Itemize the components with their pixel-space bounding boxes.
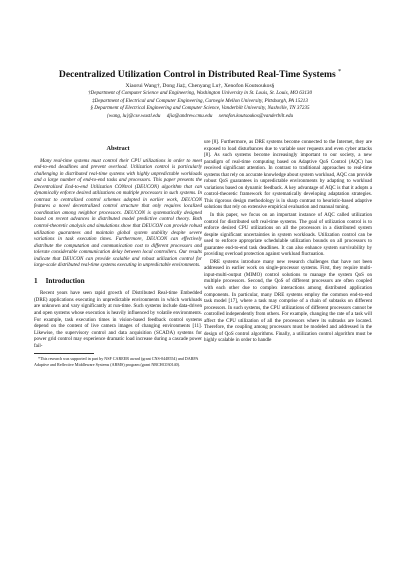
paper-title-text: Decentralized Utilization Control in Distributed Real-Time Systems bbox=[58, 69, 336, 81]
abstract-heading: Abstract bbox=[106, 145, 130, 152]
left-column bbox=[34, 139, 202, 367]
footnote-divider bbox=[34, 353, 94, 354]
title-footnote-mark: * bbox=[338, 69, 342, 75]
author-emails: {wang, lu}@cse.wustl.edu djia@andrew.cmu.edu xenofon.koutsoukos@vanderbilt.edu bbox=[106, 112, 294, 119]
section-number: 1 bbox=[34, 276, 38, 285]
body-paragraph-3: DRE systems introduce many new research challenges that have not been addressed in earlier work on single-processor systems. First, they require multi-input-multi-output (MIMO) control solutions to manage the system QoS on multiple processors. Second, the QoS of different processors are often coupled with each other due to complex interactions among distributed application components. In particular, many DRE systems employ the common end-to-end task model [17], where a task may comprise of a chain of subtasks on different processors. In such systems, the CPU utilizations of different processors cannot be controlled independently from others. For example, changing the rate of a task will affect the CPU utilization of all the processors where its subtasks are located. Therefore, the coupling among processors must be modeled and addressed in the design of QoS control algorithms. Finally, a utilization control algorithm must be highly scalable in order to handle bbox=[204, 258, 372, 344]
paper-title bbox=[20, 66, 380, 81]
section-heading-introduction bbox=[34, 278, 202, 285]
intro-paragraph-1: Recent years have seen rapid growth of Distributed Real-time Embedded (DRE) applications executing in unpredictable environments in which workloads are unknown and vary significantly at run-time. Such systems include data-driven and open systems whose execution is heavily influenced by volatile environments. For example, task execution times in vision-based feedback control systems depend on the content of live camera images of changing environments [11]. Likewise, the supervisory control and data acquisition (SCADA) systems for power grid control may experience dramatic load increase during a cascade power fail- bbox=[34, 290, 202, 349]
author-names: Xiaorui Wang†, Dong Jia‡, Chenyang Lu†, Xenofon Koutsoukos§ bbox=[125, 83, 275, 89]
abstract-text: Many real-time systems must control their CPU utilizations in order to meet end-to-end deadlines and prevent overload. Utilization control is particularly challenging in distributed real-time systems with highly unpredictable workloads and a large number of end-to-end tasks and processors. This paper presents the Decentralized End-to-end Utilization CONtrol (DEUCON) algorithm that can dynamically enforce desired utilizations on multiple processors in such systems. In contrast to centralized control schemes adopted in earlier work, DEUCON features a novel decentralized control structure that only requires localized coordination among neighbor processors. DEUCON is systematically designed based on recent advances in distributed model predictive control theory. Both control-theoretic analysis and simulations show that DEUCON can provide robust utilization guarantees and maintain global system stability despite severe variations in task execution times. Furthermore, DEUCON can effectively distribute the computation and communication cost to different processors and tolerate considerable communication delay between local controllers. Our results indicate that DEUCON can provide scalable and robust utilization control for large-scale distributed real-time systems executing in unpredictable environments. bbox=[34, 157, 202, 269]
body-paragraph-2: In this paper, we focus on an important instance of AQC called utilization control for distributed soft real-time systems. The goal of utilization control is to enforce desired CPU utilizations on all the processors in a distributed system despite significant uncertainties in system workloads. Utilization control can be used to enforce appropriate schedulable utilization bounds on all processors to guarantee end-to-end task deadlines. It can also enhance system survivability by providing overload protection against workload fluctuation. bbox=[204, 212, 372, 258]
right-column bbox=[204, 139, 372, 345]
affiliation-3: § Department of Electrical Engineering and Computer Science, Vanderbilt University, Nashville, TN 37235 bbox=[90, 105, 310, 112]
author-block bbox=[20, 83, 380, 120]
body-paragraph-1: ure [8]. Furthermore, as DRE systems become connected to the Internet, they are exposed to load disturbances due to variable user requests and even cyber attacks [8]. As such systems become increasingly important to our society, a new paradigm of real-time computing based on Adaptive QoS Control (AQC) has received significant attention. In contrast to traditional approaches to real-time systems that rely on accurate knowledge about system workload, AQC can provide robust QoS guarantees in unpredictable environments by adapting to workload variations based on dynamic feedback. A key advantage of AQC is that it adopts a control-theoretic framework for systematically developing adaptation strategies. This rigorous design methodology is in sharp contrast to heuristic-based adaptive solutions that rely on extensive empirical evaluation and manual tuning. bbox=[204, 139, 372, 211]
affiliation-2: ‡Department of Electrical and Computer Engineering, Carnegie Mellon University, Pittsburgh, PA 15213 bbox=[92, 97, 308, 104]
funding-footnote: *This research was supported in part by NSF CAREER award (grant CNS-0448554) and DARPA Adaptive and Reflective Middleware Systems (ARMS) program (grant NBCHC030140). bbox=[34, 356, 199, 367]
affiliation-1: †Department of Computer Science and Engineering, Washington University in St. Louis, St. Louis, MO 63130 bbox=[87, 90, 313, 97]
section-title: Introduction bbox=[45, 276, 85, 285]
